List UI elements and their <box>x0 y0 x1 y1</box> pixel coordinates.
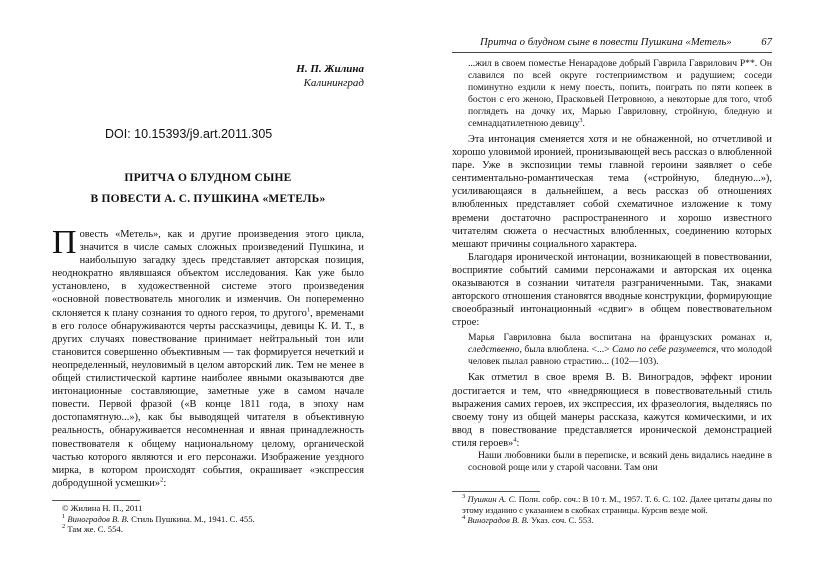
running-header <box>452 36 772 48</box>
footnote-3-text: Полн. собр. соч.: В 10 т. М., 1957. Т. 6. С. 102. Далее цитаты даны по этому изданию с указанием в скобках страницы. Курсив везде мой. <box>462 494 772 515</box>
footnote-ref-1[interactable]: 1 <box>306 306 311 314</box>
footnote-1-text: Стиль Пушкина. М., 1941. С. 455. <box>128 513 255 524</box>
footnote-1 <box>52 514 364 525</box>
footnote-2 <box>52 524 364 535</box>
paragraph-4-text: Как отметил в свое время В. В. Виноградов, эффект иронии достигается и тем, что «внедряющиеся в повествовательный стиль выражения самих героев, их экспрессия, их фразеология, выделяясь по своему тону из общей манеры рассказа, кажутся комическими, и их ввод в повествование представляется иронической демонстрацией стиля героев» <box>452 372 772 449</box>
paragraph-4 <box>452 371 772 450</box>
quote-2-italic-2: Само по себе разумеется <box>612 344 717 356</box>
quote-1-text: ...жил в своем поместье Ненарадове добрый Гаврила Гаврилович Р**. Он славился по всей округе гостеприимством и радушием; соседи поминутно ездили к нему поесть, попить, поиграть по пяти копеек в бостон с его женою, Прасковьей Петровною, а некоторые для того, чтоб поглядеть на дочку их, Марью Гавриловну, стройную, бледную и семнадцатилетнюю девицу <box>468 58 772 129</box>
footnote-2-num: 2 <box>62 523 66 531</box>
footnote-rule-right <box>452 491 540 492</box>
running-header-title: Притча о блудном сыне в повести Пушкина «Метель» <box>480 36 732 48</box>
footnote-ref-2[interactable]: 2 <box>160 476 164 484</box>
left-footnotes <box>52 500 364 535</box>
paragraph-2: Эта интонация сменяется хотя и не обнаженной, но отчетливой и хорошо уловимой иронией, пронизывающей весь рассказ о влюбленной паре. Уже в экспозиции темы главной героини заявляет о себе сентиментально-романтическая тема («стройную, бледную...»), усиливающаяся в дальнейшем, а весь рассказ об отношениях влюбленных представляет собой схематичное изложение к тому времени достаточно распространенного и хорошо известного читателям сюжета о несчастных влюбленных, соединению которых мешают причины социального характера. <box>452 134 772 250</box>
quote-3: Наши любовники были в переписке, и всякий день видались наедине в сосновой роще или у старой часовни. Там они <box>468 449 772 473</box>
right-body <box>452 58 772 474</box>
quote-2-italic-1: следственно <box>468 344 520 356</box>
footnote-4-text: Указ. соч. С. 553. <box>528 515 594 526</box>
copyright-line: © Жилина Н. П., 2011 <box>62 503 143 513</box>
paragraph-1-text: овесть «Метель», как и другие произведения этого цикла, значится в числе самых сложных произведений Пушкина, и наибольшую загадку здесь представляет авторская позиция, неоднократно являвшаяся объектом исследования. Как уже было установлено, в художественной системе этого произведения «основной повествователь многолик и изменчив. Он попеременно склоняется к плану сознания то одного героя, то другого <box>52 229 364 319</box>
paragraph-3: Благодаря иронической интонации, возникающей в повествовании, восприятие событий самими персонажами и авторская их оценка оказываются в сознании читателя разграниченными. Так, знаками авторского отношения становятся вводные конструкции, формирующие своеобразный интонационный «сдвиг» в общем повествовательном строе: <box>452 251 772 329</box>
paragraph-1-end: : <box>163 477 167 489</box>
author-block <box>296 62 364 90</box>
right-footnotes <box>452 491 772 526</box>
paragraph-1-cont: , временами в его голосе обнаруживаются черты рассказчицы, девицы К. И. Т., в других случаях повествование принимает нейтральный тон или становится совершенно объективным — так формируется нечеткий и неопределенный, неуловимый в целом авторский лик. Тем не менее в общей стилистической картине наиболее явными оказываются две интонационные составляющие, заметные уже в самом начале повести. Первой фразой («В конце 1811 года, в эпоху нам достопамятную...»), как бы выводящей читателя в объективную реальность, обнаруживается несомненная и явная принадлежность повествователя к общему национальному целому, органической частью которого являются и его персонажи. Изображение уездного мирка, в котором происходят события, окрашивает «экспрессия добродушной усмешки» <box>52 307 364 489</box>
author-name: Н. П. Жилина <box>296 63 364 75</box>
page-number: 67 <box>761 36 772 48</box>
quote-1-end: . <box>582 118 585 129</box>
footnote-3 <box>452 494 772 515</box>
footnote-3-author: Пушкин А. С. <box>467 494 517 504</box>
title-line-2: В ПОВЕСТИ А. С. ПУШКИНА «МЕТЕЛЬ» <box>90 193 326 205</box>
article-title <box>52 168 364 210</box>
footnote-ref-3[interactable]: 3 <box>579 116 583 124</box>
quote-2-b: , была влюблена. <...> <box>519 344 613 356</box>
paragraph-4-end: : <box>516 437 520 449</box>
footnote-3-num: 3 <box>462 493 466 501</box>
doi[interactable]: DOI: 10.15393/j9.art.2011.305 <box>105 127 273 141</box>
quote-2-a: Марья Гавриловна была воспитана на французских романах и, <box>468 332 772 344</box>
footnote-2-text: Там же. С. 554. <box>65 524 123 535</box>
footnote-4-num: 4 <box>462 514 466 522</box>
footnote-4 <box>452 515 772 526</box>
footnote-ref-4[interactable]: 4 <box>513 436 517 444</box>
quote-2-c: , что молодой человек пылал равною страстию... (102—103). <box>468 344 773 368</box>
drop-cap: П <box>52 224 77 261</box>
left-body <box>52 224 364 490</box>
footnote-1-num: 1 <box>62 512 66 520</box>
author-city: Калининград <box>303 77 364 89</box>
footnote-4-author: Виноградов В. В. <box>467 515 529 526</box>
quote-2 <box>452 332 772 368</box>
title-line-1: ПРИТЧА О БЛУДНОМ СЫНЕ <box>124 172 292 184</box>
footnote-rule <box>52 500 140 501</box>
footnote-1-author: Виноградов В. В. <box>67 513 129 524</box>
paragraph-1 <box>52 224 364 490</box>
header-rule <box>452 52 772 53</box>
quote-1 <box>452 58 772 130</box>
